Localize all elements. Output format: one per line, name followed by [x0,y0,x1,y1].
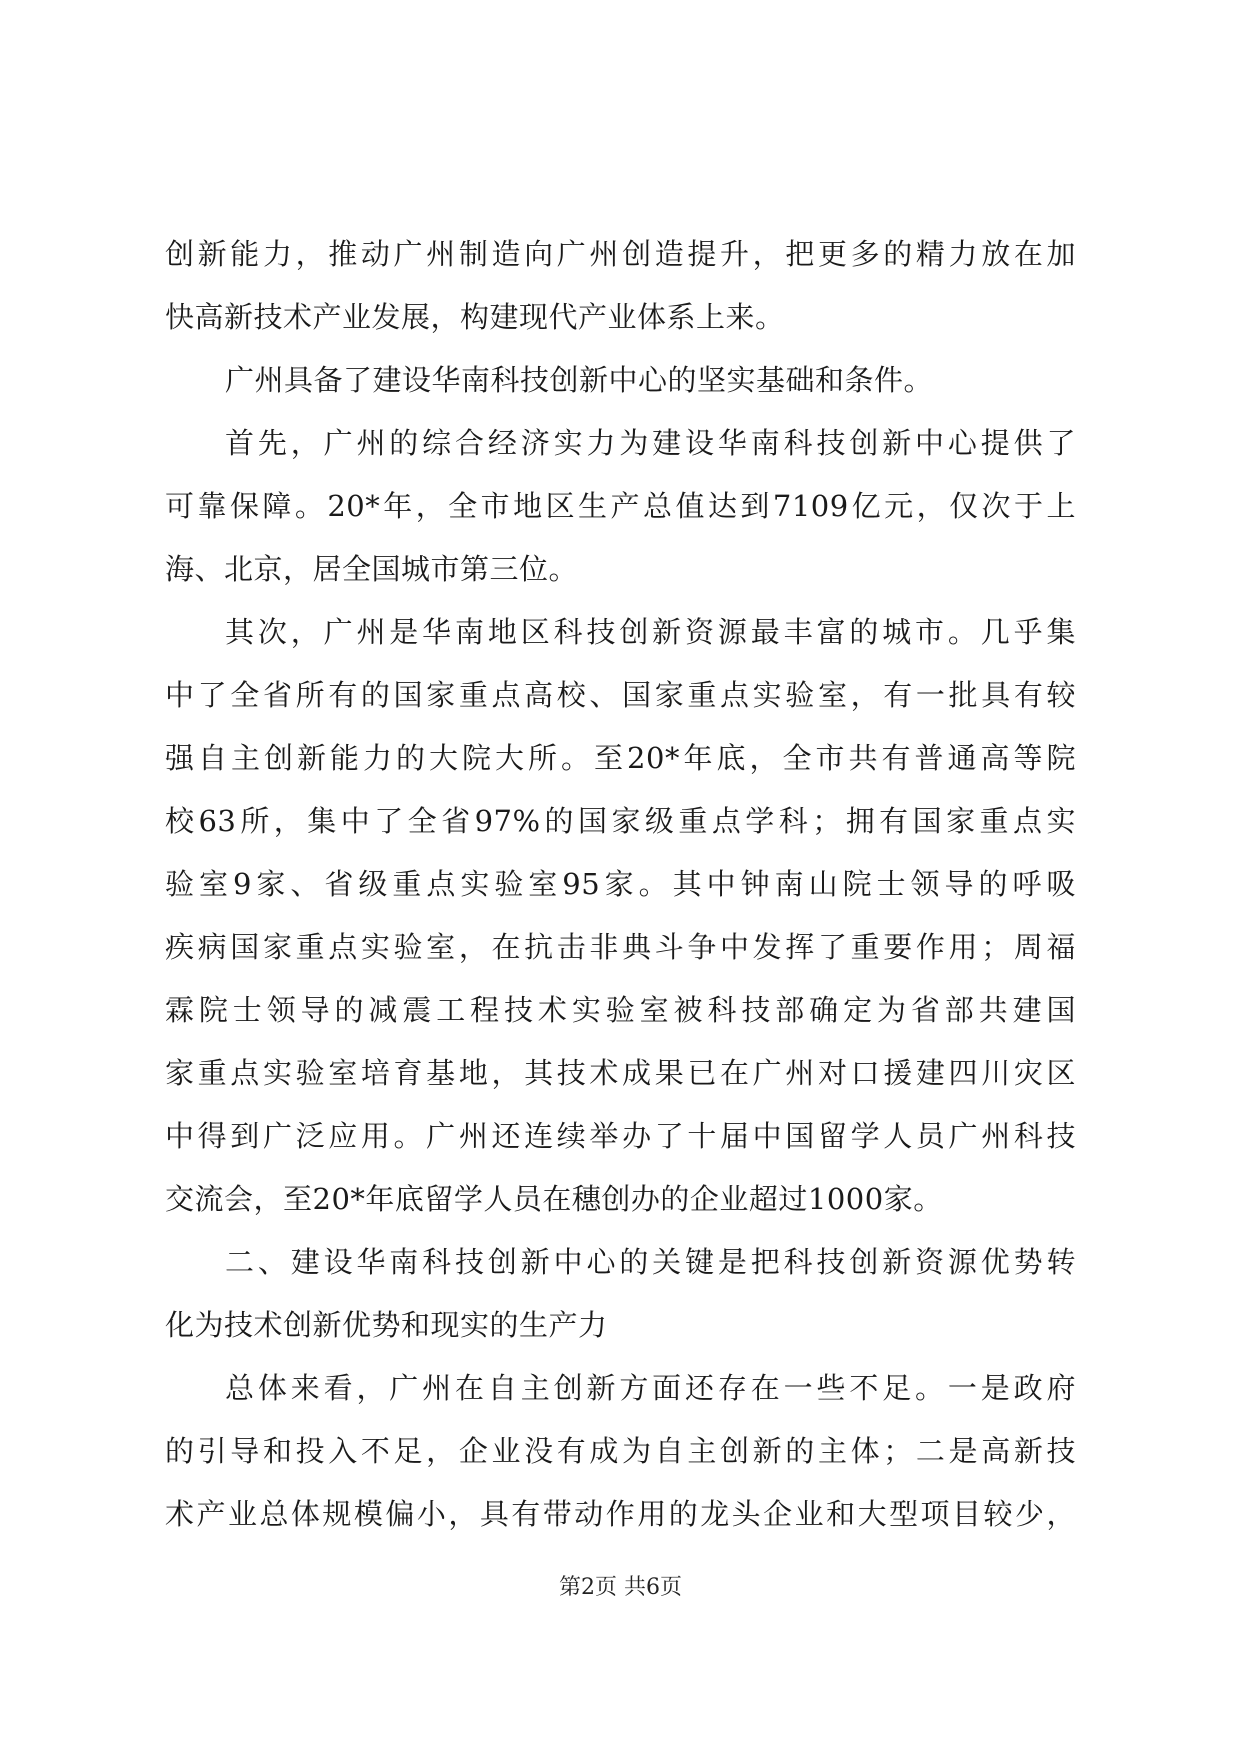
paragraph [165,223,1076,349]
paragraph-line: 创新能力，推动广州制造向广州创造提升，把更多的精力放在加 [165,237,1076,271]
paragraph-line: 可靠保障。20*年，全市地区生产总值达到7109亿元，仅次于上 [165,489,1076,523]
paragraph-line: 其次，广州是华南地区科技创新资源最丰富的城市。几乎集 [225,615,1076,649]
paragraph [165,1357,1076,1546]
document-body [165,223,1076,1546]
paragraph-line: 强自主创新能力的大院大所。至20*年底，全市共有普通高等院 [165,741,1076,775]
paragraph-line: 校63所，集中了全省97%的国家级重点学科；拥有国家重点实 [165,804,1076,838]
paragraph-line: 疾病国家重点实验室，在抗击非典斗争中发挥了重要作用；周福 [165,930,1076,964]
paragraph-line: 中了全省所有的国家重点高校、国家重点实验室，有一批具有较 [165,678,1076,712]
paragraph-line: 术产业总体规模偏小，具有带动作用的龙头企业和大型项目较少， [165,1497,1076,1531]
paragraph-line: 海、北京，居全国城市第三位。 [165,552,579,586]
paragraph-line: 广州具备了建设华南科技创新中心的坚实基础和条件。 [225,363,934,397]
paragraph [165,601,1076,1231]
paragraph-line: 家重点实验室培育基地，其技术成果已在广州对口援建四川灾区 [165,1056,1076,1090]
paragraph-line: 快高新技术产业发展，构建现代产业体系上来。 [165,300,785,334]
paragraph-line: 总体来看，广州在自主创新方面还存在一些不足。一是政府 [225,1371,1076,1405]
paragraph [165,349,1076,412]
paragraph [165,1231,1076,1357]
paragraph-line: 化为技术创新优势和现实的生产力 [165,1308,608,1342]
paragraph-line: 验室9家、省级重点实验室95家。其中钟南山院士领导的呼吸 [165,867,1076,901]
page-footer: 第2页 共6页 [559,1575,682,1600]
paragraph-line: 交流会，至20*年底留学人员在穗创办的企业超过1000家。 [165,1182,943,1216]
paragraph-line: 霖院士领导的减震工程技术实验室被科技部确定为省部共建国 [165,993,1076,1027]
paragraph-line: 的引导和投入不足，企业没有成为自主创新的主体；二是高新技 [165,1434,1076,1468]
paragraph-line: 首先，广州的综合经济实力为建设华南科技创新中心提供了 [225,426,1076,460]
paragraph [165,412,1076,601]
paragraph-line: 中得到广泛应用。广州还连续举办了十届中国留学人员广州科技 [165,1119,1076,1153]
paragraph-line: 二、建设华南科技创新中心的关键是把科技创新资源优势转 [225,1245,1076,1279]
